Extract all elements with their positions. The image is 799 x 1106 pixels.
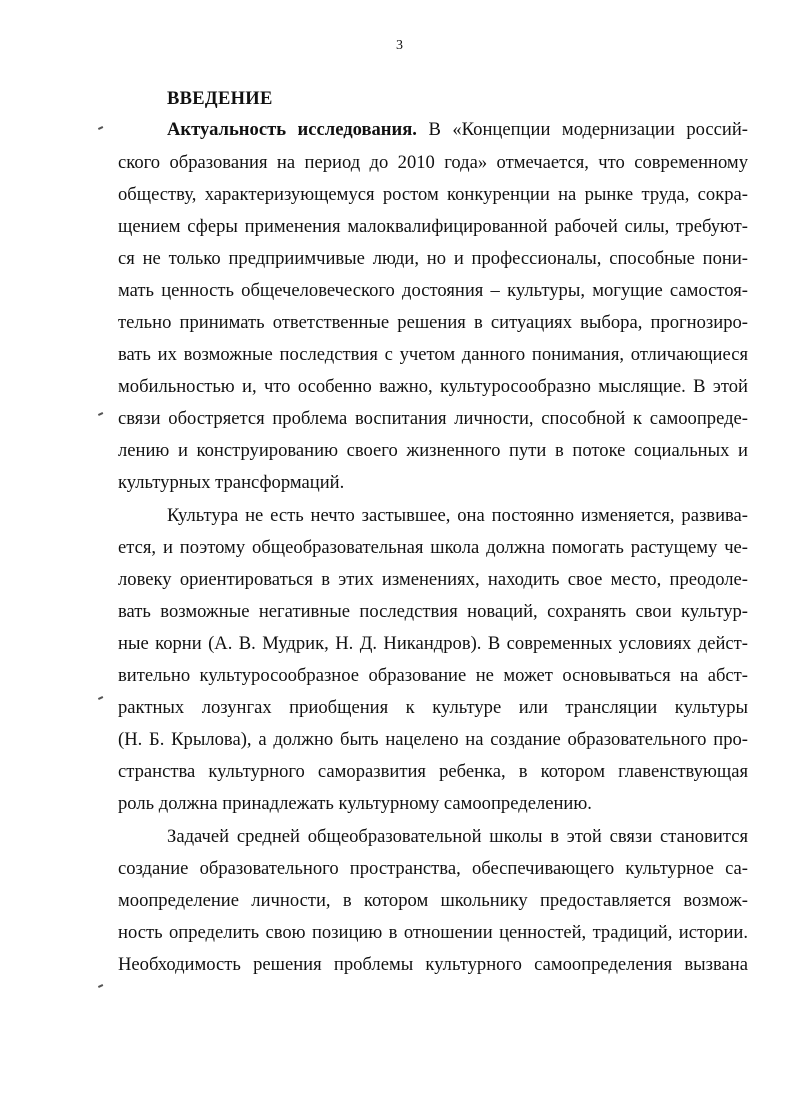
text-line: ность определить свою позицию в отношении ценностей, традиций, истории. xyxy=(118,922,748,943)
text-line: щением сферы применения малоквалифицированной рабочей силы, требуют- xyxy=(118,216,748,237)
text-line: ные корни (А. В. Мудрик, Н. Д. Никандров). В современных условиях дейст- xyxy=(118,633,748,654)
text-line: мобильностью и, что особенно важно, культуросообразно мыслящие. В этой xyxy=(118,376,748,397)
text-line: ется, и поэтому общеобразовательная школа должна помогать растущему че- xyxy=(118,537,748,558)
text-line: ского образования на период до 2010 года» отмечается, что современному xyxy=(118,152,748,173)
text-line: создание образовательного пространства, обеспечивающего культурное са- xyxy=(118,858,748,879)
text-line: роль должна принадлежать культурному самоопределению. xyxy=(118,793,592,814)
text-line: связи обостряется проблема воспитания личности, способной к самоопреде- xyxy=(118,408,748,429)
scan-speck xyxy=(98,412,103,415)
text-line: мать ценность общечеловеческого достояния – культуры, могущие самостоя- xyxy=(118,280,748,301)
text-line: странства культурного саморазвития ребенка, в котором главенствующая xyxy=(118,761,748,782)
section-heading: ВВЕДЕНИЕ xyxy=(167,89,273,109)
text-line: Культура не есть нечто застывшее, она постоянно изменяется, развива- xyxy=(167,505,748,526)
scan-speck xyxy=(98,696,103,699)
text-line: ловеку ориентироваться в этих изменениях, находить свое место, преодоле- xyxy=(118,569,748,590)
text-line: (Н. Б. Крылова), а должно быть нацелено на создание образовательного про- xyxy=(118,729,748,750)
text-line: Необходимость решения проблемы культурного самоопределения вызвана xyxy=(118,954,748,975)
text-line: вать их возможные последствия с учетом данного понимания, отличающиеся xyxy=(118,344,748,365)
text-line: рактных лозунгах приобщения к культуре или трансляции культуры xyxy=(118,697,748,718)
text-line: тельно принимать ответственные решения в ситуациях выбора, прогнозиро- xyxy=(118,312,748,333)
text-line: культурных трансформаций. xyxy=(118,472,345,493)
text-line: лению и конструированию своего жизненного пути в потоке социальных и xyxy=(118,440,748,461)
text-line: Актуальность исследования. В «Концепции модернизации россий- xyxy=(167,119,748,140)
text-line: ся не только предприимчивые люди, но и профессионалы, способные пони- xyxy=(118,248,748,269)
lead-bold-phrase: Актуальность исследования. xyxy=(167,119,417,140)
text-line: вительно культуросообразное образование не может основываться на абст- xyxy=(118,665,748,686)
text-line: обществу, характеризующемуся ростом конкуренции на рынке труда, сокра- xyxy=(118,184,748,205)
text-line: вать возможные негативные последствия новаций, сохранять свои культур- xyxy=(118,601,748,622)
text-line: Задачей средней общеобразовательной школы в этой связи становится xyxy=(167,826,748,847)
scan-speck xyxy=(98,984,103,987)
scan-speck xyxy=(98,126,103,129)
page-number: 3 xyxy=(396,38,403,53)
text-line: моопределение личности, в котором школьнику предоставляется возмож- xyxy=(118,890,748,911)
